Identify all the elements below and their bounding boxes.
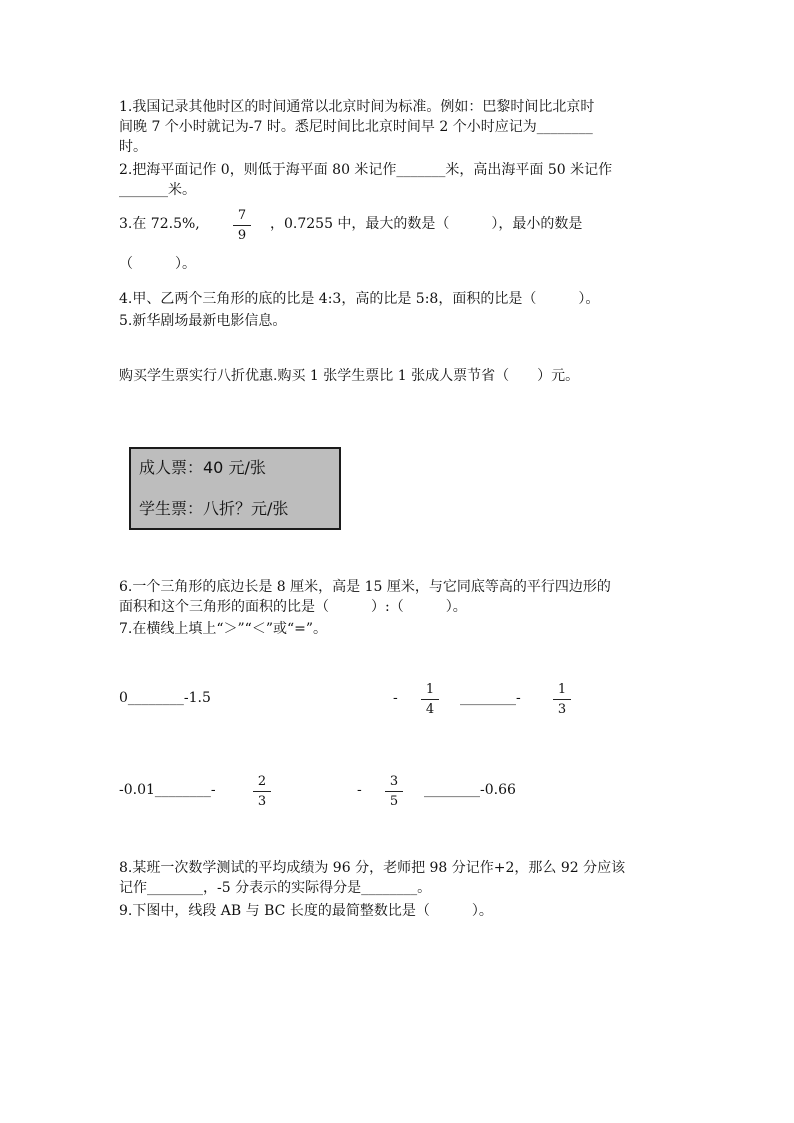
q7-b-blank: ________- [460, 690, 521, 706]
q8-line2: 记作________，-5 分表示的实际得分是________。 [119, 880, 432, 896]
q7-item-d: ________-0.66 [424, 782, 516, 798]
q7-title: 7.在横线上填上“＞”“＜”或“=”。 [119, 621, 328, 637]
ticket-price-box [129, 447, 341, 530]
q4-text: 4.甲、乙两个三角形的底的比是 4:3，高的比是 5:8，面积的比是（ ）。 [119, 291, 600, 307]
q7-d-denominator: 5 [389, 794, 399, 809]
q7-d-minus: - [357, 782, 362, 798]
q3-frac-numerator: 7 [237, 208, 247, 223]
q7-b-fraction1 [420, 682, 440, 717]
q7-b-denominator2: 3 [557, 702, 567, 717]
q5-line1: 5.新华剧场最新电影信息。 [119, 313, 287, 329]
fraction-bar [421, 699, 439, 700]
fraction-bar [385, 791, 403, 792]
q7-c-numerator: 2 [257, 774, 267, 789]
q6-line1: 6.一个三角形的底边长是 8 厘米，高是 15 厘米，与它同底等高的平行四边形的 [119, 579, 611, 595]
q7-b-numerator1: 1 [425, 682, 435, 697]
q7-item-a: 0________-1.5 [119, 690, 211, 706]
ticket-student-price: 学生票：八折？元/张 [139, 499, 289, 518]
q3-suffix: ，0.7255 中，最大的数是（ ），最小的数是 [270, 216, 583, 232]
q1-line1: 1.我国记录其他时区的时间通常以北京时间为标准。例如：巴黎时间比北京时 [119, 99, 595, 115]
q9-text: 9.下图中，线段 AB 与 BC 长度的最简整数比是（ ）。 [119, 903, 493, 919]
fraction-bar [553, 699, 571, 700]
q3-frac-denominator: 9 [237, 228, 247, 243]
q7-b-minus1: - [393, 690, 398, 706]
q7-c-denominator: 3 [257, 794, 267, 809]
q7-b-denominator1: 4 [425, 702, 435, 717]
q7-d-fraction [384, 774, 404, 809]
q8-line1: 8.某班一次数学测试的平均成绩为 96 分，老师把 98 分记作+2，那么 92 分应该 [119, 860, 626, 876]
q1-line3: 时。 [119, 139, 147, 155]
q2-line2: _______米。 [119, 182, 196, 198]
q3-fraction [232, 208, 252, 243]
q5-line2: 购买学生票实行八折优惠.购买 1 张学生票比 1 张成人票节省（ ）元。 [119, 368, 580, 384]
ticket-adult-price: 成人票：40 元/张 [139, 458, 266, 477]
q1-line2: 间晚 7 个小时就记为-7 时。悉尼时间比北京时间早 2 个小时应记为________ [119, 119, 593, 135]
q7-b-numerator2: 1 [557, 682, 567, 697]
fraction-bar [253, 791, 271, 792]
fraction-bar [233, 225, 251, 226]
q7-b-fraction2 [552, 682, 572, 717]
q6-line2: 面积和这个三角形的面积的比是（ ）:（ ）。 [119, 599, 467, 615]
q7-d-numerator: 3 [389, 774, 399, 789]
q3-prefix: 3.在 72.5%, [119, 216, 200, 232]
q7-item-c: -0.01________- [119, 782, 216, 798]
q7-c-fraction [252, 774, 272, 809]
q3-line2: （ ）。 [119, 256, 196, 272]
q2-line1: 2.把海平面记作 0，则低于海平面 80 米记作_______米，高出海平面 50 米记作 [119, 162, 613, 178]
